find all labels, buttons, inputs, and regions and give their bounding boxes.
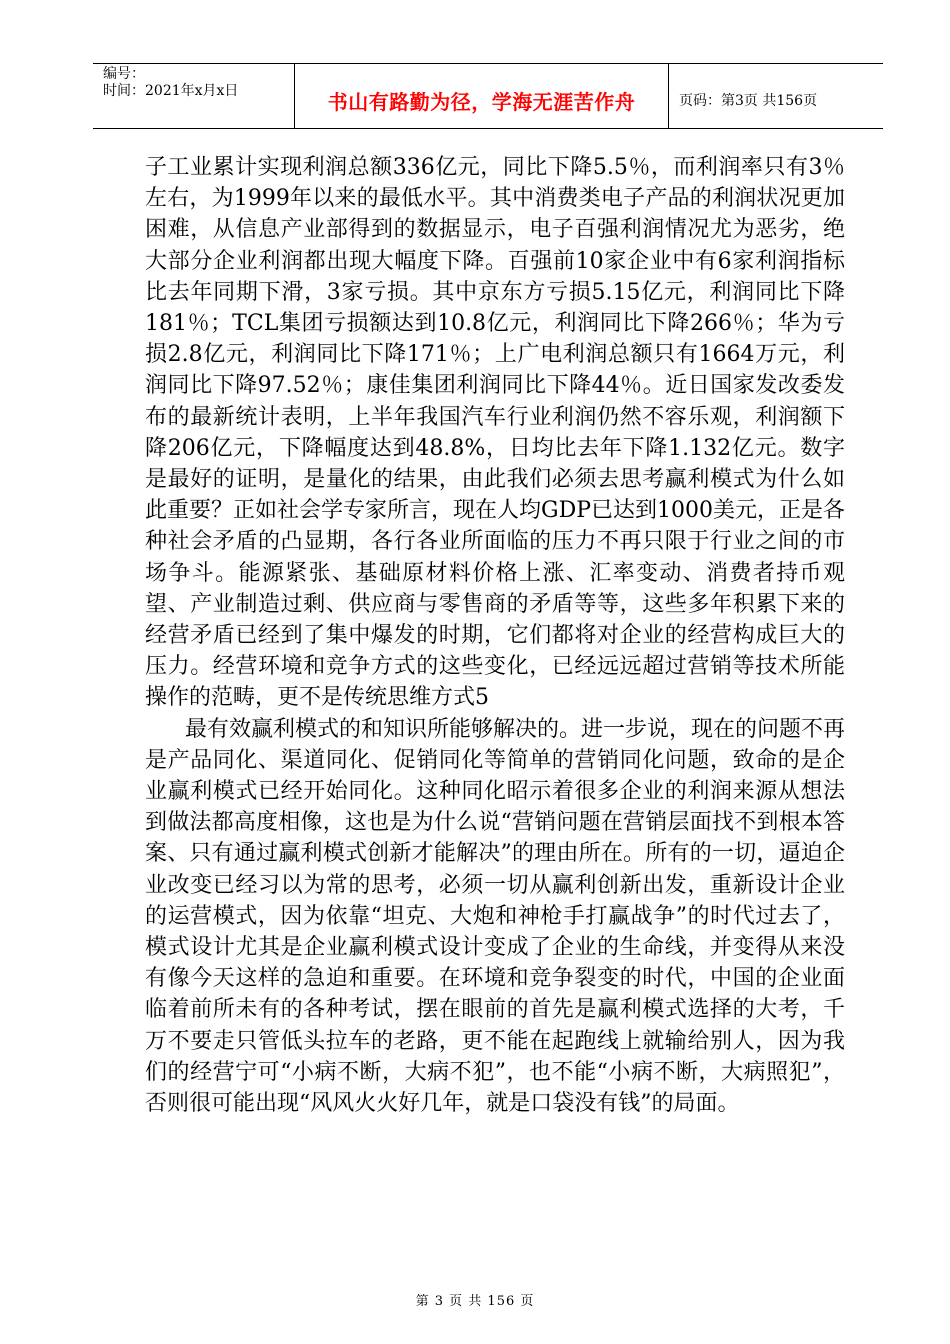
header-page-info: 页码：第3页 共156页 xyxy=(679,93,818,109)
document-time-label: 时间：2021年x月x日 xyxy=(103,83,239,99)
page-header xyxy=(93,63,883,129)
document-number-label: 编号： xyxy=(103,66,145,82)
page-footer: 第 3 页 共 156 页 xyxy=(415,1294,535,1309)
document-body xyxy=(145,152,845,1119)
header-motto: 书山有路勤为径，学海无涯苦作舟 xyxy=(327,89,636,114)
body-paragraph-1: 子工业累计实现利润总额336亿元，同比下降5.5％，而利润率只有3％左右，为1999年以来的最低水平。其中消费类电子产品的利润状况更加困难，从信息产业部得到的数据显示，电子百强利润情况尤为恶劣，绝大部分企业利润都出现大幅度下降。百强前10家企业中有6家利润指标比去年同期下滑，3家亏损。其中京东方亏损5.15亿元，利润同比下降181％；TCL集团亏损额达到10.8亿元，利润同比下降266％；华为亏损2.8亿元，利润同比下降171％；上广电利润总额只有1664万元，利润同比下降97.52％；康佳集团利润同比下降44％。近日国家发改委发布的最新统计表明，上半年我国汽车行业利润仍然不容乐观，利润额下降206亿元，下降幅度达到48.8%，日均比去年下降1.132亿元。数字是最好的证明，是量化的结果，由此我们必须去思考赢利模式为什么如此重要？正如社会学专家所言，现在人均GDP已达到1000美元，正是各种社会矛盾的凸显期，各行各业所面临的压力不再只限于行业之间的市场争斗。能源紧张、基础原材料价格上涨、汇率变动、消费者持币观望、产业制造过剩、供应商与零售商的矛盾等等，这些多年积累下来的经营矛盾已经到了集中爆发的时期，它们都将对企业的经营构成巨大的压力。经营环境和竞争方式的这些变化，已经远远超过营销等技术所能操作的范畴，更不是传统思维方式5 xyxy=(145,155,846,711)
body-paragraph-2: 最有效赢利模式的和知识所能够解决的。进一步说，现在的问题不再是产品同化、渠道同化、促销同化等简单的营销同化问题，致命的是企业赢利模式已经开始同化。这种同化昭示着很多企业的利润来源从想法到做法都高度相像，这也是为什么说“营销问题在营销层面找不到根本答案、只有通过赢利模式创新才能解决”的理由所在。所有的一切，逼迫企业改变已经习以为常的思考，必须一切从赢利创新出发，重新设计企业的运营模式，因为依靠“坦克、大炮和神枪手打赢战争”的时代过去了，模式设计尤其是企业赢利模式设计变成了企业的生命线，并变得从来没有像今天这样的急迫和重要。在环境和竞争裂变的时代，中国的企业面临着前所未有的各种考试，摆在眼前的首先是赢利模式选择的大考，千万不要走只管低头拉车的老路，更不能在起跑线上就输给别人，因为我们的经营宁可“小病不断，大病不犯”，也不能“小病不断，大病照犯”，否则很可能出现“风风火火好几年，就是口袋没有钱”的局面。 xyxy=(145,716,846,1117)
header-motto-cell xyxy=(295,64,669,128)
header-meta xyxy=(93,64,295,128)
header-page-cell xyxy=(669,64,883,128)
